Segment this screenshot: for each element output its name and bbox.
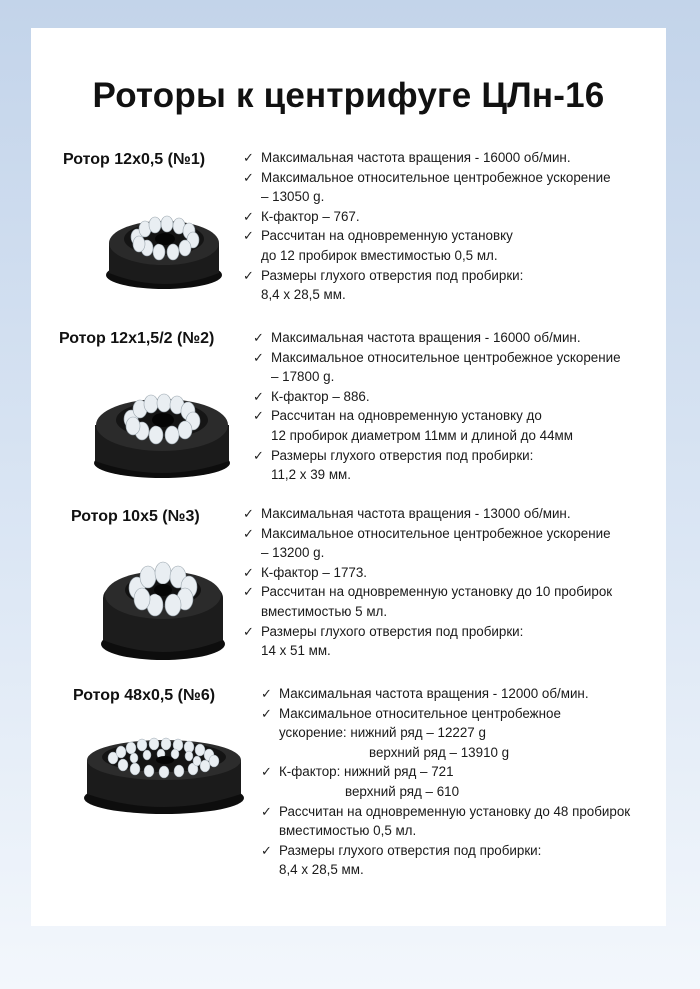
spec-item: ✓ Максимальное относительное центробежное ускорение – 13050 g. [243,169,611,205]
spec-item: ✓ Размеры глухого отверстия под пробирки: 14 х 51 мм. [243,623,524,659]
check-icon: ✓ [253,330,264,345]
check-icon: ✓ [253,388,264,404]
check-icon: ✓ [243,564,254,580]
check-icon: ✓ [261,803,272,819]
spec-item: ✓ Максимальное относительное центробежное ускорение – 13200 g. [243,525,611,561]
check-icon: ✓ [243,506,254,521]
check-icon: ✓ [253,447,264,463]
spec-list [243,148,611,305]
spec-item: ✓ Максимальное относительное центробежное ускорение: нижний ряд – 12227 g верхний ряд – 13910 g [261,705,561,760]
rotor-image [79,728,249,818]
spec-item: ✓ Рассчитан на одновременную установку до 12 пробирок вместимостью 0,5 мл. [243,228,513,263]
check-icon: ✓ [261,705,272,721]
rotor-name: Ротор 48х0,5 (№6) [73,687,216,704]
rotor-name: Ротор 12х0,5 (№1) [63,151,206,168]
spec-item: ✓ Размеры глухого отверстия под пробирки: 8,4 х 28,5 мм. [243,267,524,303]
rotor-name: Ротор 12х1,5/2 (№2) [59,330,215,347]
check-icon: ✓ [253,408,264,424]
rotor-image [87,363,237,483]
spec-item: ✓ К-фактор – 1773. [243,563,612,583]
spec-item: ✓ Максимальная частота вращения - 12000 об/мин. [261,684,630,704]
rotor-image [97,183,232,293]
check-icon: ✓ [243,208,254,224]
check-icon: ✓ [243,228,254,244]
check-icon: ✓ [261,686,272,701]
check-icon: ✓ [243,525,254,541]
spec-list [261,684,630,880]
spec-item: ✓ Размеры глухого отверстия под пробирки: 11,2 х 39 мм. [253,447,534,483]
check-icon: ✓ [243,169,254,185]
spec-item: ✓ Рассчитан на одновременную установку до 12 пробирок диаметром 11мм и длиной до 44мм [253,408,573,443]
spec-list [243,504,612,661]
check-icon: ✓ [243,584,254,600]
spec-item: ✓ Размеры глухого отверстия под пробирки: 8,4 х 28,5 мм. [261,842,542,878]
spec-item: ✓ Рассчитан на одновременную установку до 10 пробирок вместимостью 5 мл. [243,584,613,619]
spec-item: ✓ К-фактор: нижний ряд – 721 верхний ряд – 610 [261,764,460,799]
rotor-name: Ротор 10х5 (№3) [71,508,200,525]
check-icon: ✓ [243,150,254,165]
spec-item: ✓ Рассчитан на одновременную установку до 48 пробирок вместимостью 0,5 мл. [261,803,631,839]
check-icon: ✓ [261,764,272,780]
document-page [31,28,666,926]
check-icon: ✓ [261,842,272,858]
check-icon: ✓ [253,349,264,365]
spec-item: ✓ К-фактор – 886. [253,387,621,407]
spec-list [253,328,621,485]
spec-item: ✓ Максимальное относительное центробежное ускорение – 17800 g. [253,349,621,385]
spec-item: ✓ Максимальная частота вращения - 13000 об/мин. [243,504,612,524]
spec-item: ✓ К-фактор – 767. [243,207,611,227]
check-icon: ✓ [243,623,254,639]
spec-item: ✓ Максимальная частота вращения - 16000 об/мин. [243,148,611,168]
rotor-image [93,540,233,665]
check-icon: ✓ [243,267,254,283]
spec-item: ✓ Максимальная частота вращения - 16000 об/мин. [253,328,621,348]
page-title: Роторы к центрифуге ЦЛн-16 [92,76,605,115]
